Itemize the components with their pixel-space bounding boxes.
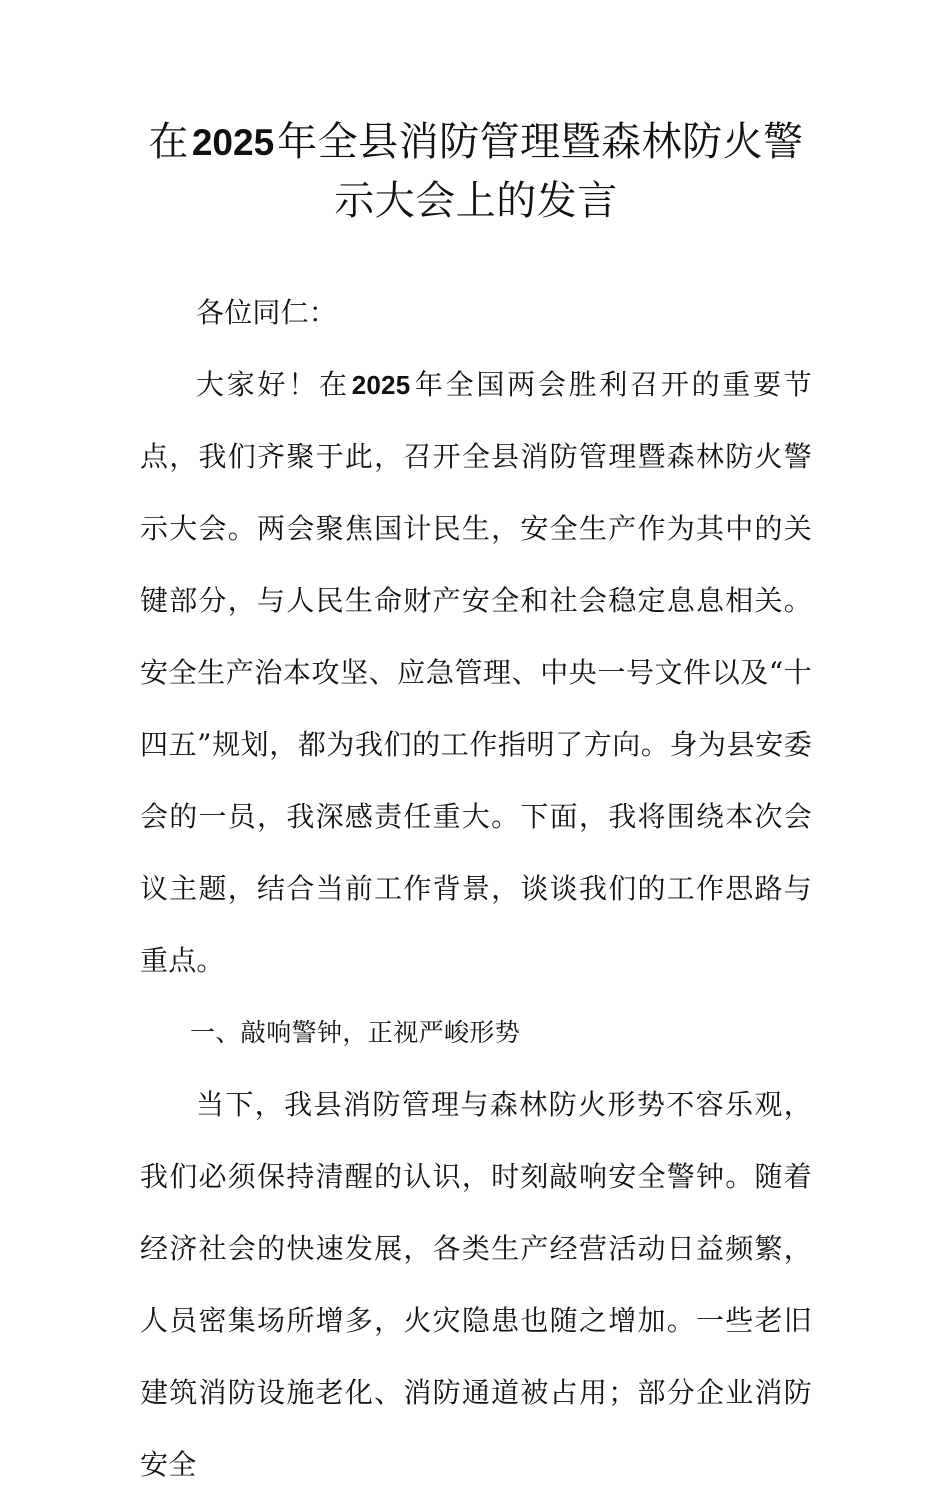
page-title [140,0,812,230]
section-heading-1: 一、敲响警钟，正视严峻形势 [190,1019,521,1047]
opening-paragraph [140,349,812,997]
title-year-number: 2025 [191,122,275,163]
opening-text-before-number: 大家好！在 [196,368,350,401]
title-text-after-number: 年全县消防管理暨森林防火警示大会上的发言 [277,119,804,224]
document-body [140,277,812,1501]
title-text-before-number: 在 [148,119,189,165]
opening-year-number: 2025 [351,370,411,400]
salutation-line: 各位同仁： [196,296,338,329]
opening-text-after-number: 年全国两会胜利召开的重要节点，我们齐聚于此，召开全县消防管理暨森林防火警示大会。两会聚焦国计民生，安全生产作为其中的关键部分，与人民生命财产安全和社会稳定息息相关。安全生产治本攻坚、应急管理、中央一号文件以及“十四五”规划，都为我们的工作指明了方向。身为县安委会的一员，我深感责任重大。下面，我将围绕本次会议主题，结合当前工作背景，谈谈我们的工作思路与重点。 [140,368,812,977]
document-content [140,0,812,1501]
section-1-paragraph: 当下，我县消防管理与森林防火形势不容乐观，我们必须保持清醒的认识，时刻敲响安全警钟。随着经济社会的快速发展，各类生产经营活动日益频繁，人员密集场所增多，火灾隐患也随之增加。一些老旧建筑消防设施老化、消防通道被占用；部分企业消防安全 [140,1088,812,1481]
